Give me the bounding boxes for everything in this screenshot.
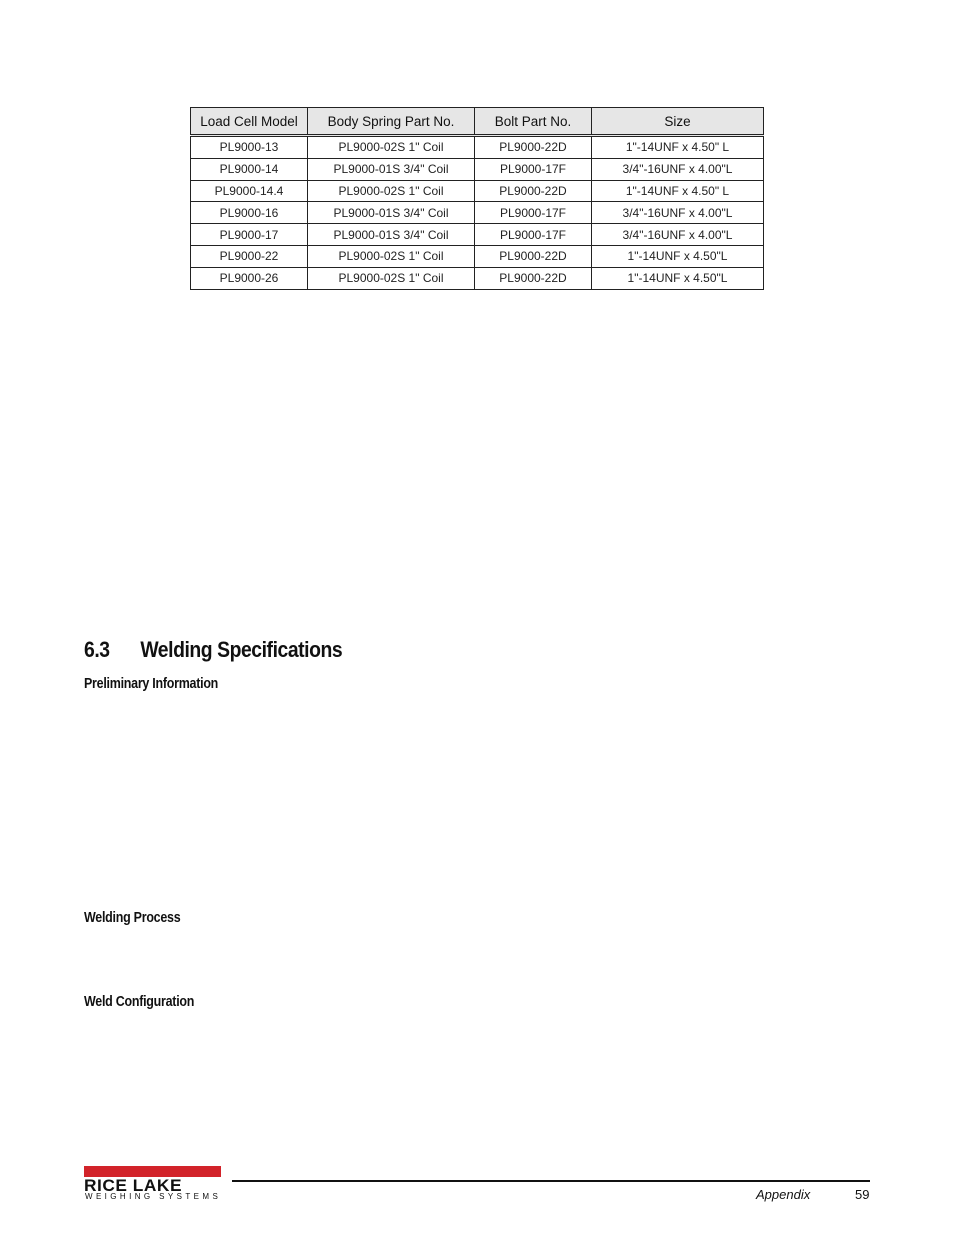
cell-bolt: PL9000-22D (475, 136, 592, 159)
footer-section-name: Appendix (756, 1187, 811, 1202)
cell-bolt: PL9000-17F (475, 158, 592, 180)
table-row (191, 267, 764, 289)
cell-size: 1"-14UNF x 4.50"L (592, 245, 764, 267)
cell-bolt: PL9000-22D (475, 180, 592, 202)
cell-bolt: PL9000-17F (475, 224, 592, 246)
section-heading (84, 637, 342, 663)
cell-model: PL9000-22 (191, 245, 308, 267)
cell-bolt: PL9000-17F (475, 202, 592, 224)
cell-spring: PL9000-01S 3/4" Coil (308, 224, 475, 246)
cell-bolt: PL9000-22D (475, 245, 592, 267)
table-row (191, 202, 764, 224)
section-number: 6.3 (84, 637, 110, 662)
part-number-table (190, 107, 764, 290)
cell-size: 1"-14UNF x 4.50" L (592, 180, 764, 202)
table-row (191, 245, 764, 267)
cell-spring: PL9000-01S 3/4" Coil (308, 158, 475, 180)
table-row (191, 158, 764, 180)
subheading-preliminary: Preliminary Information (84, 676, 219, 692)
header-load-cell-model: Load Cell Model (191, 108, 308, 136)
cell-spring: PL9000-02S 1" Coil (308, 245, 475, 267)
company-logo (84, 1166, 224, 1202)
cell-spring: PL9000-02S 1" Coil (308, 180, 475, 202)
logo-main-text: RICE LAKE (84, 1176, 183, 1195)
cell-model: PL9000-14 (191, 158, 308, 180)
cell-spring: PL9000-02S 1" Coil (308, 136, 475, 159)
subheading-weld-configuration: Weld Configuration (84, 994, 195, 1010)
cell-size: 1"-14UNF x 4.50" L (592, 136, 764, 159)
footer-divider (232, 1180, 870, 1182)
cell-model: PL9000-16 (191, 202, 308, 224)
table-header-row (191, 108, 764, 136)
cell-model: PL9000-14.4 (191, 180, 308, 202)
cell-size: 1"-14UNF x 4.50"L (592, 267, 764, 289)
header-bolt-part: Bolt Part No. (475, 108, 592, 136)
header-size: Size (592, 108, 764, 136)
cell-size: 3/4"-16UNF x 4.00"L (592, 158, 764, 180)
header-body-spring-part: Body Spring Part No. (308, 108, 475, 136)
page-number: 59 (855, 1187, 870, 1202)
section-title: Welding Specifications (140, 637, 343, 662)
cell-model: PL9000-26 (191, 267, 308, 289)
cell-bolt: PL9000-22D (475, 267, 592, 289)
table-row (191, 224, 764, 246)
table-row (191, 136, 764, 159)
cell-size: 3/4"-16UNF x 4.00"L (592, 202, 764, 224)
cell-size: 3/4"-16UNF x 4.00"L (592, 224, 764, 246)
subheading-welding-process: Welding Process (84, 910, 181, 926)
cell-spring: PL9000-01S 3/4" Coil (308, 202, 475, 224)
logo-sub-text: WEIGHING SYSTEMS (85, 1192, 222, 1201)
cell-spring: PL9000-02S 1" Coil (308, 267, 475, 289)
table-row (191, 180, 764, 202)
cell-model: PL9000-13 (191, 136, 308, 159)
cell-model: PL9000-17 (191, 224, 308, 246)
